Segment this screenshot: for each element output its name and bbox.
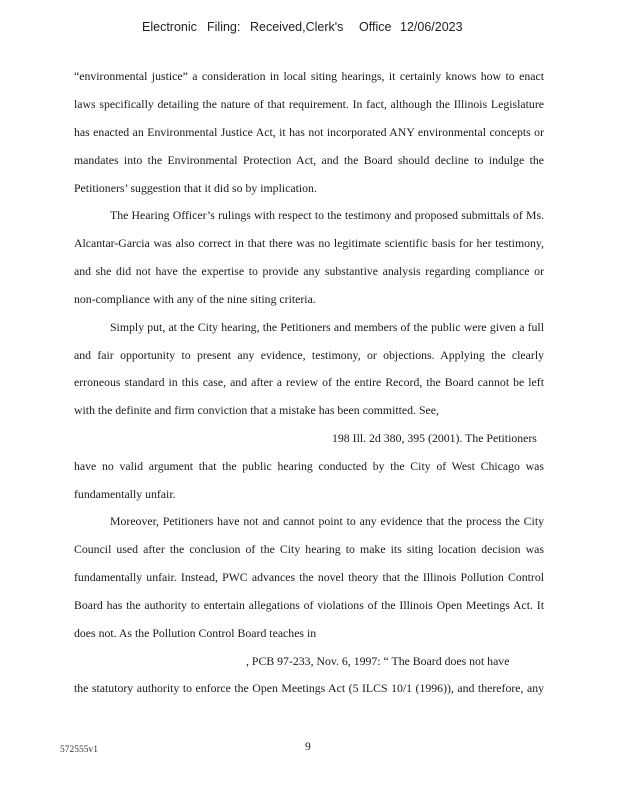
body-line: mandates into the Environmental Protection Act, and the Board should decline to indulge the <box>74 153 544 167</box>
body-line: the statutory authority to enforce the Open Meetings Act (5 ILCS 10/1 (1996)), and therefore, any <box>74 681 544 695</box>
body-line: Council used after the conclusion of the City hearing to make its siting location decision was <box>74 542 544 556</box>
filing-stamp-header <box>0 20 618 38</box>
body-line: with the definite and firm conviction that a mistake has been committed. See, <box>74 403 439 417</box>
body-line: laws specifically detailing the nature of that requirement. In fact, although the Illinois Legislature <box>74 97 544 111</box>
stamp-office: Office <box>359 20 392 34</box>
body-line: fundamentally unfair. <box>74 487 176 501</box>
body-line: non-compliance with any of the nine siting criteria. <box>74 292 316 306</box>
document-id: 572555v1 <box>60 745 98 755</box>
body-line: Board has the authority to entertain allegations of violations of the Illinois Open Meetings Act. It <box>74 598 544 612</box>
body-line: and fair opportunity to present any evidence, testimony, or objections. Applying the clearly <box>74 348 544 362</box>
body-line: Petitioners’ suggestion that it did so by implication. <box>74 181 317 195</box>
body-line: Alcantar-Garcia was also correct in that there was no legitimate scientific basis for her testimony, <box>74 236 544 250</box>
body-line: The Hearing Officer’s rulings with respect to the testimony and proposed submittals of Ms. <box>110 208 544 222</box>
page-number: 9 <box>305 741 311 753</box>
body-line: does not. As the Pollution Control Board teaches in <box>74 626 317 640</box>
stamp-received: Received,Clerk's <box>250 20 344 34</box>
stamp-date: 12/06/2023 <box>400 20 463 34</box>
body-line: erroneous standard in this case, and after a review of the entire Record, the Board cannot be left <box>74 375 544 389</box>
citation-line: , PCB 97-233, Nov. 6, 1997: “ The Board does not have <box>246 654 510 668</box>
body-line: has enacted an Environmental Justice Act, it has not incorporated ANY environmental concepts or <box>74 125 544 139</box>
body-line: fundamentally unfair. Instead, PWC advances the novel theory that the Illinois Pollution Control <box>74 570 544 584</box>
body-line: Simply put, at the City hearing, the Petitioners and members of the public were given a full <box>110 320 544 334</box>
stamp-filing: Filing: <box>207 20 241 34</box>
body-line: have no valid argument that the public hearing conducted by the City of West Chicago was <box>74 459 544 473</box>
body-line: and she did not have the expertise to provide any substantive analysis regarding compliance or <box>74 264 544 278</box>
body-line: Moreover, Petitioners have not and cannot point to any evidence that the process the City <box>110 514 544 528</box>
stamp-electronic: Electronic <box>142 20 197 34</box>
citation-line: 198 Ill. 2d 380, 395 (2001). The Petitioners <box>332 431 537 445</box>
body-line: “environmental justice” a consideration in local siting hearings, it certainly knows how to enact <box>74 69 544 83</box>
